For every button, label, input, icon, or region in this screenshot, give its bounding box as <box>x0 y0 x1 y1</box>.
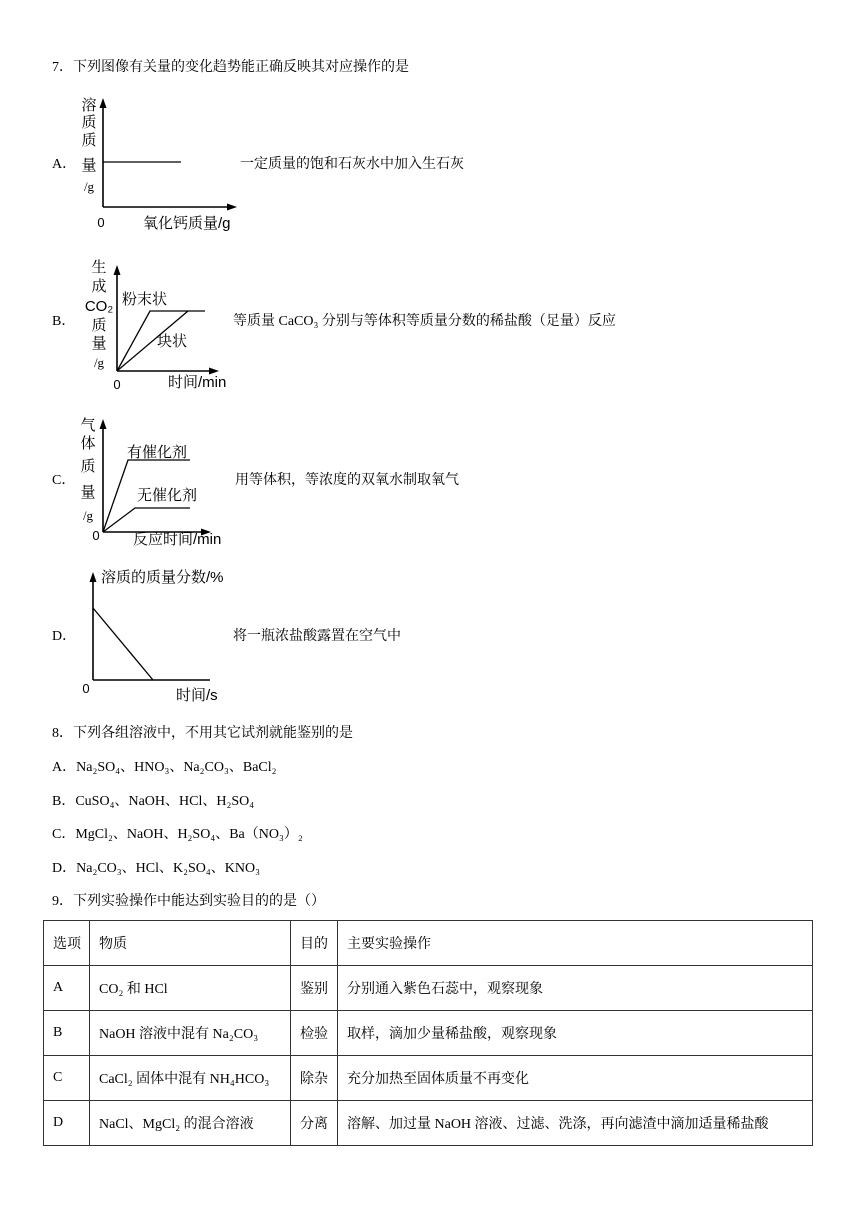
y-axis-label-part: 量 <box>81 157 97 174</box>
q7-option-d-text: 将一瓶浓盐酸露置在空气中 <box>233 629 401 644</box>
table-cell: 除杂 <box>291 1056 338 1101</box>
table-header-cell: 目的 <box>291 921 338 966</box>
y-axis-label-part: CO₂ <box>84 298 114 315</box>
y-axis-label-part: 质 <box>91 317 107 334</box>
y-axis-label-part: 溶 <box>81 97 97 114</box>
option-label: B． <box>52 794 76 809</box>
table-cell: 溶解、加过量 NaOH 溶液、过滤、洗涤，再向滤渣中滴加适量稀盐酸 <box>338 1101 813 1146</box>
curve-label-powder: 粉末状 <box>122 291 168 308</box>
q8-option-a <box>52 759 277 777</box>
y-axis-label-part: 质 <box>81 132 97 149</box>
q7-option-c-graph <box>72 412 237 552</box>
graph-curve <box>93 608 153 680</box>
table-row <box>44 1011 813 1056</box>
table-cell: A <box>44 966 90 1011</box>
x-axis-label: 反应时间/min <box>133 531 222 548</box>
option-text: CuSO₄、NaOH、HCl、H₂SO₄ <box>75 794 255 809</box>
y-axis-label-part: 体 <box>80 435 96 452</box>
table-cell: B <box>44 1011 90 1056</box>
q9-table <box>43 920 813 1146</box>
table-cell: 取样，滴加少量稀盐酸，观察现象 <box>338 1011 813 1056</box>
table-cell: 检验 <box>291 1011 338 1056</box>
x-axis-arrow <box>227 204 237 211</box>
y-axis-unit: /g <box>82 508 94 523</box>
option-text: MgCl₂、NaOH、H₂SO₄、Ba（NO₃）₂ <box>75 827 303 842</box>
y-axis-label-part: 量 <box>80 484 96 501</box>
q7-option-c-text: 用等体积，等浓度的双氧水制取氧气 <box>235 473 459 488</box>
option-text: Na₂SO₄、HNO₃、Na₂CO₃、BaCl₂ <box>76 760 277 775</box>
q8-option-c <box>52 826 303 844</box>
origin-label: 0 <box>97 215 105 230</box>
curve-label-lump: 块状 <box>157 333 188 350</box>
y-axis-label-part: 生 <box>91 259 107 276</box>
y-axis-label-part: 成 <box>91 278 107 295</box>
curve-label-without-catalyst: 无催化剂 <box>137 487 198 504</box>
y-axis-arrow <box>100 419 107 429</box>
q8-option-b <box>52 793 254 811</box>
curve-label-with-catalyst: 有催化剂 <box>127 444 188 461</box>
q7-option-b-label: B． <box>52 314 76 329</box>
q7-option-b-text: 等质量 CaCO₃ 分别与等体积等质量分数的稀盐酸（足量）反应 <box>233 314 616 329</box>
y-axis-label-part: 质 <box>80 458 96 475</box>
y-axis-label-part: 量 <box>91 335 107 352</box>
option-label: A． <box>52 760 77 775</box>
table-cell: 鉴别 <box>291 966 338 1011</box>
y-axis-label: 溶质的质量分数/% <box>101 569 224 586</box>
table-cell: CO₂ 和 HCl <box>90 966 291 1011</box>
q7-option-b-graph <box>80 255 235 395</box>
table-cell: CaCl₂ 固体中混有 NH₄HCO₃ <box>90 1056 291 1101</box>
origin-label: 0 <box>82 681 90 696</box>
q7-option-d-graph <box>70 562 235 707</box>
table-row <box>44 1101 813 1146</box>
y-axis-unit: /g <box>93 355 105 370</box>
table-cell: NaOH 溶液中混有 Na₂CO₃ <box>90 1011 291 1056</box>
table-cell: 分别通入紫色石蕊中，观察现象 <box>338 966 813 1011</box>
y-axis-arrow <box>100 98 107 108</box>
table-cell: NaCl、MgCl₂ 的混合溶液 <box>90 1101 291 1146</box>
y-axis-unit: /g <box>83 179 95 194</box>
table-row <box>44 966 813 1011</box>
table-cell: D <box>44 1101 90 1146</box>
table-cell: 充分加热至固体质量不再变化 <box>338 1056 813 1101</box>
y-axis-label-part: 质 <box>81 114 97 131</box>
option-label: D． <box>52 861 77 876</box>
y-axis-arrow <box>114 265 121 275</box>
table-cell: 分离 <box>291 1101 338 1146</box>
q7-option-a-graph <box>72 92 242 232</box>
table-header-cell: 主要实验操作 <box>338 921 813 966</box>
q8-option-d <box>52 860 260 878</box>
y-axis-label-part: 气 <box>80 417 96 434</box>
origin-label: 0 <box>113 377 121 392</box>
curve-without-catalyst <box>103 508 190 532</box>
q7-option-a-label: A． <box>52 157 77 172</box>
table-row <box>44 1056 813 1101</box>
x-axis-label: 时间/min <box>168 374 227 391</box>
q7-option-c-label: C． <box>52 473 76 488</box>
table-header-row <box>44 921 813 966</box>
table-cell: C <box>44 1056 90 1101</box>
q7-option-d-label: D． <box>52 629 77 644</box>
q9-stem: 9．下列实验操作中能达到实验目的的是（） <box>52 894 325 909</box>
option-label: C． <box>52 827 76 842</box>
option-text: Na₂CO₃、HCl、K₂SO₄、KNO₃ <box>76 861 260 876</box>
x-axis-label: 时间/s <box>176 687 218 704</box>
q8-stem: 8．下列各组溶液中，不用其它试剂就能鉴别的是 <box>52 726 353 741</box>
x-axis-label: 氧化钙质量/g <box>143 215 231 232</box>
y-axis-arrow <box>90 572 97 582</box>
q7-option-a-text: 一定质量的饱和石灰水中加入生石灰 <box>240 157 464 172</box>
table-header-cell: 物质 <box>90 921 291 966</box>
q7-stem: 7．下列图像有关量的变化趋势能正确反映其对应操作的是 <box>52 60 409 75</box>
table-header-cell: 选项 <box>44 921 90 966</box>
origin-label: 0 <box>92 528 100 543</box>
